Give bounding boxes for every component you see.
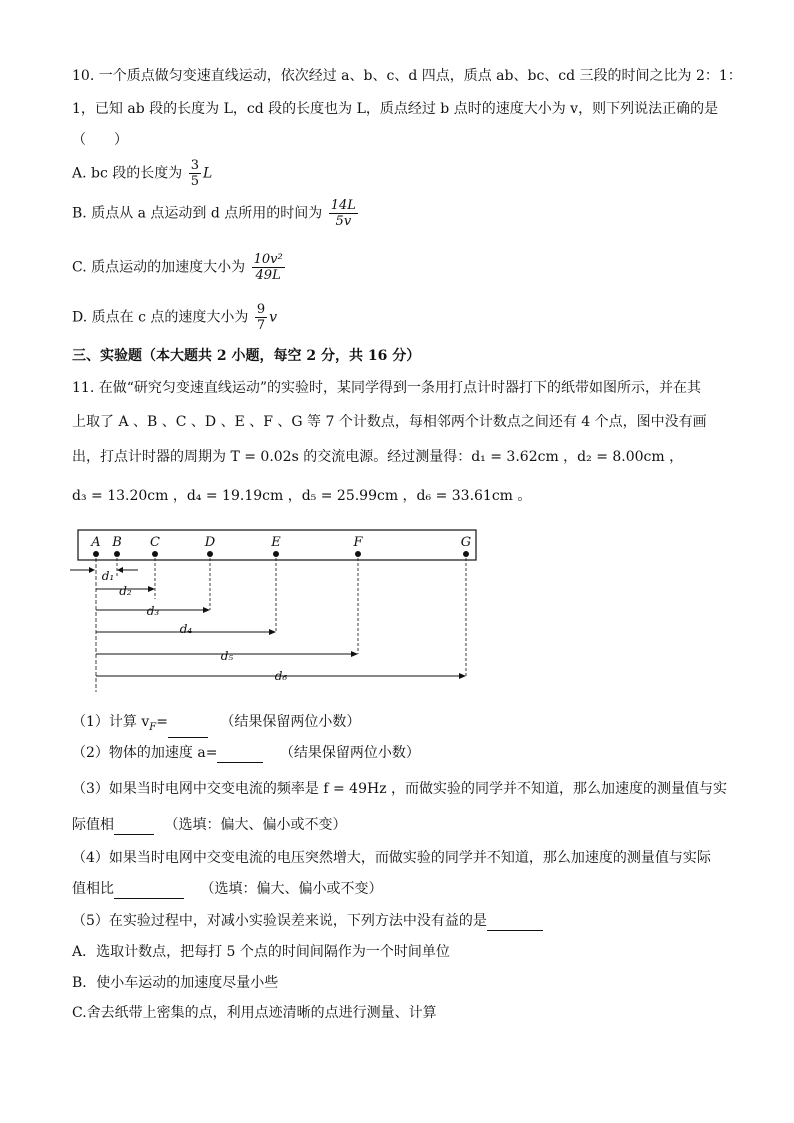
dimension-arrowhead-6: [459, 673, 466, 679]
tape-point-dot-a: [93, 551, 99, 557]
tape-point-label-g: G: [460, 535, 472, 550]
option-c-text: C. 质点运动的加速度大小为: [72, 259, 246, 276]
tape-point-dot-g: [463, 551, 469, 557]
distance-label-d5: d₅: [220, 649, 234, 663]
sub2-answer-blank[interactable]: [217, 746, 263, 763]
dimension-arrowhead-4: [269, 629, 276, 635]
q11-sub4-line2: 值相比 （选填：偏大、偏小或不变）: [72, 881, 383, 897]
option-a-fraction: $\frac{3}{5}$: [190, 158, 199, 189]
q11-sub5-option-b[interactable]: B．使小车运动的加速度尽量小些: [72, 975, 279, 991]
distance-label-d3: d₃: [146, 604, 160, 618]
distance-label-d6: d₆: [274, 669, 288, 683]
dimension-arrowhead-2: [148, 586, 155, 592]
sub4-answer-blank[interactable]: [114, 882, 184, 899]
q10-paren: （ ）: [72, 132, 128, 148]
option-b-fraction: $\frac{14L}{5v}$: [330, 198, 356, 229]
q11-line1: 11. 在做“研究匀变速直线运动”的实验时，某同学得到一条用打点计时器打下的纸带如图所示，并在其: [72, 380, 702, 396]
section-3-heading: 三、实验题（本大题共 2 小题，每空 2 分，共 16 分）: [72, 348, 421, 364]
q11-sub5: （5）在实验过程中，对减小实验误差来说，下列方法中没有益的是: [72, 911, 543, 931]
tape-point-dot-e: [273, 551, 279, 557]
q11-sub4-line1: （4）如果当时电网中交变电流的电压突然增大，而做实验的同学并不知道，那么加速度的测量值与实际: [72, 850, 711, 866]
q10-stem-line2: 1，已知 ab 段的长度为 L，cd 段的长度也为 L，质点经过 b 点时的速度大小为 v，则下列说法正确的是: [72, 101, 719, 117]
q10-stem-line1: 10. 一个质点做匀变速直线运动，依次经过 a、b、c、d 四点，质点 ab、bc、cd 三段的时间之比为 2：1：: [72, 68, 742, 84]
tape-point-label-a: A: [91, 535, 101, 550]
q11-sub3-line2: 际值相 （选填：偏大、偏小或不变）: [72, 817, 347, 833]
tape-point-dot-d: [207, 551, 213, 557]
option-d-fraction: $\frac{9}{7}$: [256, 302, 266, 333]
tape-point-label-e: E: [271, 535, 281, 550]
tape-point-label-d: D: [204, 535, 216, 550]
sub1-answer-blank[interactable]: [168, 721, 208, 738]
q11-line3: 出，打点计时器的周期为 T = 0.02s 的交流电源。经过测量得：d₁ = 3.62cm ，d₂ = 8.00cm ，: [72, 449, 684, 465]
tape-point-label-c: C: [150, 535, 160, 550]
q11-line2: 上取了 A 、B 、C 、D 、E 、F 、G 等 7 个计数点，每相邻两个计数点之间还有 4 个点，图中没有画: [72, 414, 707, 430]
q11-sub5-option-a[interactable]: A．选取计数点，把每打 5 个点的时间间隔作为一个时间单位: [72, 944, 450, 960]
option-b-text: B. 质点从 a 点运动到 d 点所用的时间为: [72, 205, 323, 222]
dimension-arrowhead-3: [203, 607, 210, 613]
distance-label-d2: d₂: [119, 584, 132, 598]
option-a-text: A. bc 段的长度为: [72, 165, 183, 182]
q11-line4: d₃ = 13.20cm ，d₄ = 19.19cm ，d₅ = 25.99cm ，d₆ = 33.61cm 。: [72, 488, 532, 504]
tape-point-dot-b: [114, 551, 120, 557]
option-d-text: D. 质点在 c 点的速度大小为: [72, 309, 249, 326]
q11-sub1: （1）计算 $v_F=$ （结果保留两位小数）: [72, 712, 360, 738]
dimension-arrowhead-5: [351, 651, 358, 657]
sub3-answer-blank[interactable]: [114, 818, 154, 835]
d1-left-arrowhead: [89, 567, 95, 573]
distance-label-d1: d₁: [101, 569, 115, 583]
tape-point-dot-f: [355, 551, 361, 557]
q11-sub3-line1: （3）如果当时电网中交变电流的频率是 f = 49Hz ，而做实验的同学并不知道，那么加速度的测量值与实: [72, 781, 728, 797]
q11-sub5-option-c[interactable]: C.舍去纸带上密集的点，利用点迹清晰的点进行测量、计算: [72, 1005, 437, 1021]
tape-point-dot-c: [152, 551, 158, 557]
option-a-tail: L: [203, 165, 213, 182]
tape-point-label-f: F: [353, 535, 363, 550]
distance-label-d4: d₄: [179, 622, 193, 636]
d1-right-arrowhead: [117, 567, 123, 573]
option-d-tail: v: [269, 309, 278, 326]
option-c-fraction: $\frac{\text{10v²}}{49L}$: [253, 252, 283, 283]
tape-point-label-b: B: [112, 535, 122, 550]
q11-sub2: （2）物体的加速度 a= （结果保留两位小数）: [72, 745, 420, 761]
sub5-answer-blank[interactable]: [487, 914, 543, 931]
